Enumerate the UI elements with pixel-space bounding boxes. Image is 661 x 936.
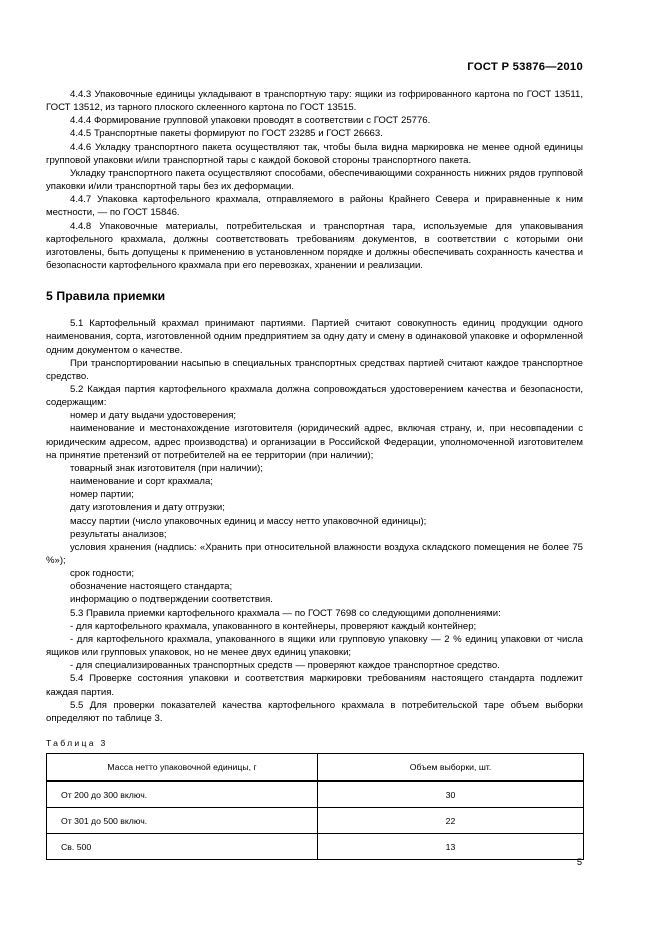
paragraph-5-1-continued: При транспортировании насыпью в специальных транспортных средствах партией считают каждое транспортное средство.: [46, 357, 583, 382]
table-row: [47, 781, 584, 808]
paragraph-5-4: 5.4 Проверке состояния упаковки и соответствия маркировки требованиям настоящего стандарта подлежит каждая партия.: [46, 673, 583, 698]
spacer-before-section-heading: [46, 272, 583, 289]
paragraph-4-4-6-continued: Укладку транспортного пакета осуществляют способами, обеспечивающими сохранность нижних рядов групповой упаковки и/или транспортной тары без их деформации.: [46, 167, 583, 193]
list-item-name-and-grade: наименование и сорт крахмала;: [70, 476, 213, 488]
table-cell-mass-range: От 301 до 500 включ.: [47, 808, 318, 834]
table-cell-sample-size: 22: [318, 808, 584, 834]
paragraph-5-1: 5.1 Картофельный крахмал принимают партиями. Партией считают совокупность единиц продукции одного наименования, сорта, изготовленной одним предприятием за одну дату и смену в одинаковой упаковке и оформленной одним документом о качестве.: [46, 318, 583, 356]
list-item-shelf-life: срок годности;: [70, 568, 135, 580]
paragraph-4-4-6: 4.4.6 Укладку транспортного пакета осуществляют так, чтобы была видна маркировка не менее одной единицы групповой упаковки и/или транспортной тары с каждой боковой стороны транспортного пакета.: [46, 141, 583, 166]
paragraph-4-4-7: 4.4.7 Упаковка картофельного крахмала, отправляемого в районы Крайнего Севера и приравненные к ним местности, — по ГОСТ 15846.: [46, 194, 583, 219]
table-caption: Таблица 3: [46, 738, 108, 749]
spacer-after-section-heading: [46, 303, 583, 317]
paragraph-5-3: 5.3 Правила приемки картофельного крахмала — по ГОСТ 7698 со следующими дополнениями:: [70, 607, 501, 619]
table-header-net-mass: Масса нетто упаковочной единицы, г: [47, 754, 318, 782]
paragraph-5-5: 5.5 Для проверки показателей качества картофельного крахмала в потребительской таре объем выборки определяют по таблице 3.: [46, 699, 583, 724]
table-header-sample-size: Объем выборки, шт.: [318, 754, 584, 782]
paragraph-4-4-3: 4.4.3 Упаковочные единицы укладывают в транспортную тару: ящики из гофрированного картона по ГОСТ 13511, ГОСТ 13512, из тарного плоского склеенного картона по ГОСТ 13515.: [46, 89, 583, 114]
list-item-storage-conditions: условия хранения (надпись: «Хранить при относительной влажности воздуха складского помещения не более 75 %»);: [46, 541, 583, 566]
list-item-standard-designation: обозначение настоящего стандарта;: [70, 581, 233, 593]
paragraph-4-4-8: 4.4.8 Упаковочные материалы, потребительская и транспортная тара, используемые для упаковывания картофельного крахмала, должны соответствовать требованиям документов, в соответствии с которыми они изготовлены, быть допущены к применению в установленном порядке и должны обеспечивать сохранность качества и безопасности картофельного крахмала при его перевозках, хранении и реализации.: [46, 220, 583, 272]
table-row: [47, 834, 584, 860]
list-item-manufacturer-name: наименование и местонахождение изготовителя (юридический адрес, включая страну, и, при несовпадении с юридическим адресом, адрес производства) и организации в Российской Федерации, уполномоченной изготовителем на принятие претензий от потребителей на ее территории (при наличии);: [46, 423, 583, 461]
paragraph-5-2: 5.2 Каждая партия картофельного крахмала должна сопровождаться удостоверением качества и безопасности, содержащим:: [46, 383, 583, 409]
list-item-certificate-number: номер и дату выдачи удостоверения;: [70, 410, 237, 422]
list-item-batch-mass: массу партии (число упаковочных единиц и массу нетто упаковочной единицы);: [70, 515, 427, 527]
paragraph-4-4-4: 4.4.4 Формирование групповой упаковки проводят в соответствии с ГОСТ 25776.: [70, 115, 431, 127]
bullet-specialized-transport: - для специализированных транспортных средств — проверяют каждое транспортное средство.: [70, 660, 500, 672]
list-item-production-date: дату изготовления и дату отгрузки;: [70, 502, 225, 514]
running-header-standard-id: ГОСТ Р 53876—2010: [467, 61, 583, 73]
table-cell-sample-size: 13: [318, 834, 584, 860]
list-item-conformity-info: информацию о подтверждении соответствия.: [70, 594, 273, 606]
list-item-trademark: товарный знак изготовителя (при наличии);: [70, 462, 263, 474]
table-cell-mass-range: От 200 до 300 включ.: [47, 781, 318, 808]
table-header-row: [47, 754, 584, 782]
bullet-containers: - для картофельного крахмала, упакованного в контейнеры, проверяют каждый контейнер;: [70, 620, 477, 632]
table-cell-sample-size: 30: [318, 781, 584, 808]
page-number: 5: [576, 857, 582, 867]
document-content: [46, 88, 583, 860]
sampling-table: [46, 753, 584, 860]
list-item-batch-number: номер партии;: [70, 489, 134, 501]
table-row: [47, 808, 584, 834]
table-cell-mass-range: Св. 500: [47, 834, 318, 860]
paragraph-4-4-5: 4.4.5 Транспортные пакеты формируют по ГОСТ 23285 и ГОСТ 26663.: [70, 128, 383, 140]
list-item-analysis-results: результаты анализов;: [70, 528, 167, 540]
section-heading-5: 5 Правила приемки: [46, 289, 166, 304]
bullet-boxes: - для картофельного крахмала, упакованного в ящики или групповую упаковку — 2 % единиц упаковки от числа ящиков или групповых упаковок, но не менее двух единиц упаковки;: [46, 633, 583, 659]
